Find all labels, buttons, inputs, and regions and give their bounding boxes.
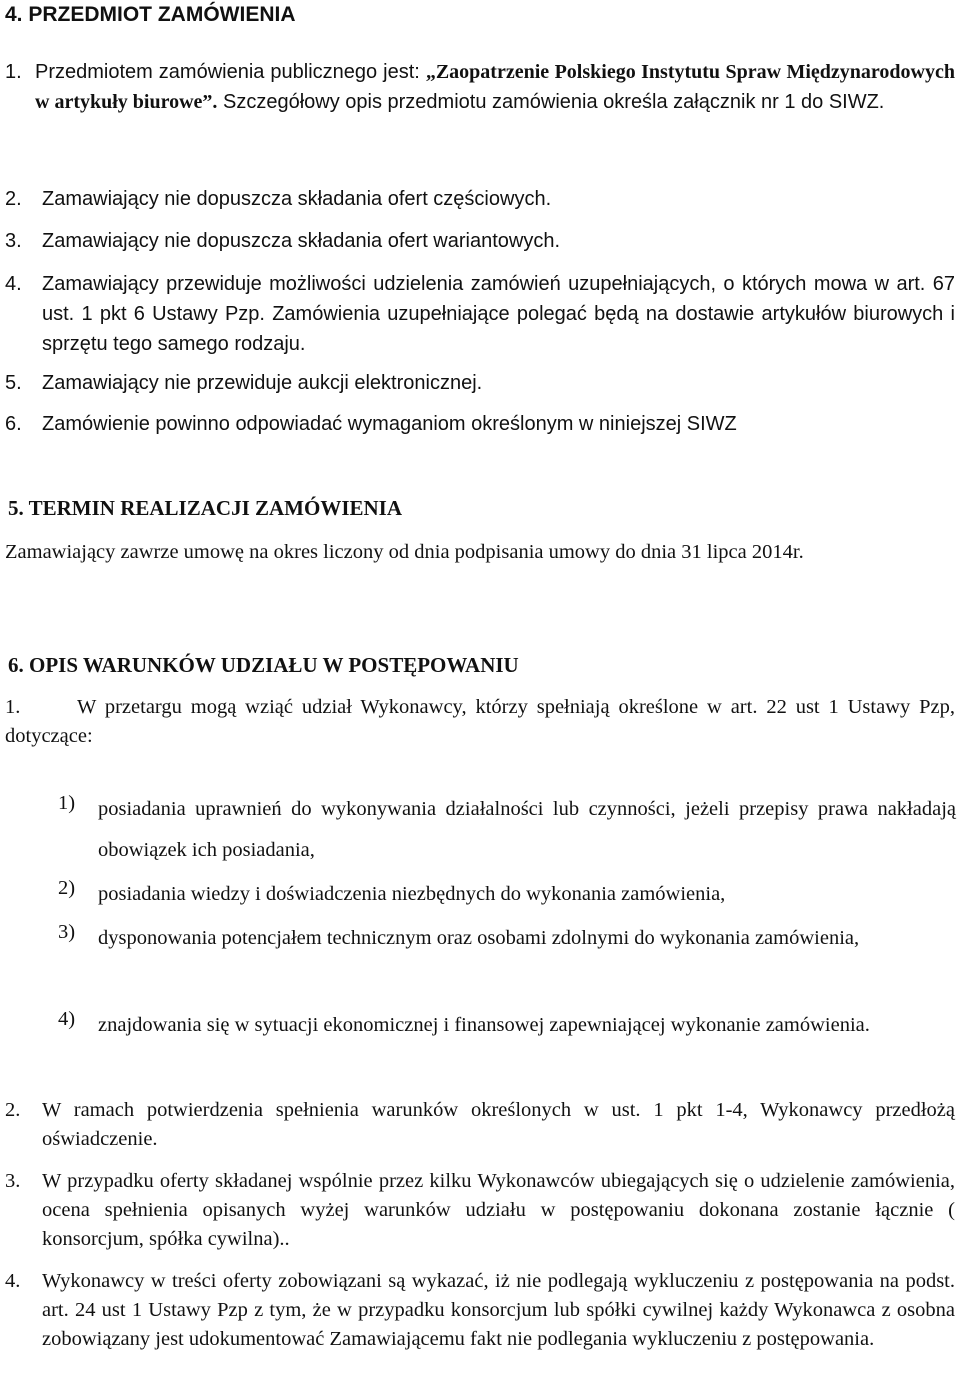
- section-5-heading: 5. TERMIN REALIZACJI ZAMÓWIENIA: [8, 496, 402, 520]
- section-4-heading: 4. PRZEDMIOT ZAMÓWIENIA: [5, 3, 296, 26]
- section-5-text: Zamawiający zawrze umowę na okres liczony od dnia podpisania umowy do dnia 31 lipca 2014r.: [5, 541, 804, 563]
- s6-item-2: [5, 1096, 955, 1154]
- s6-sub-item-4-number: 4): [58, 1008, 76, 1030]
- s6-item-1-text: W przetargu mogą wziąć udział Wykonawcy, którzy spełniają określone w art. 22 ust 1 Ustawy Pzp, dotyczące:: [5, 696, 955, 747]
- s4-item-4: [5, 269, 955, 359]
- section-6-heading: 6. OPIS WARUNKÓW UDZIAŁU W POSTĘPOWANIU: [8, 653, 519, 677]
- s4-item-1-text: [35, 58, 955, 117]
- s4-item-3: [5, 227, 955, 256]
- s6-item-3-number: 3.: [5, 1170, 21, 1192]
- s4-item-1-subject: „Zaopatrzenie Polskiego Instytutu Spraw Międzynarodowych w artykuły biurowe”.: [35, 61, 955, 113]
- s6-item-4: [5, 1267, 955, 1354]
- s6-sub-item-3: [58, 918, 956, 959]
- s4-item-5: [5, 369, 955, 398]
- s4-item-3-text: Zamawiający nie dopuszcza składania ofert wariantowych.: [42, 230, 561, 252]
- s6-sub-item-1-text: posiadania uprawnień do wykonywania działalności lub czynności, jeżeli przepisy prawa nakładają obowiązek ich posiadania,: [98, 798, 956, 861]
- s6-sub-item-1-number: 1): [58, 792, 76, 814]
- s4-item-4-number: 4.: [5, 273, 22, 295]
- s6-sub-item-1: [58, 789, 956, 871]
- s4-item-1-post: Szczegółowy opis przedmiotu zamówienia określa załącznik nr 1 do SIWZ.: [217, 90, 885, 113]
- s6-sub-item-2: [58, 874, 956, 915]
- s4-item-1-pre: Przedmiotem zamówienia publicznego jest:: [35, 61, 426, 83]
- s4-item-1: [5, 58, 955, 117]
- s4-item-2: [5, 185, 955, 214]
- s6-item-2-text: W ramach potwierdzenia spełnienia warunków określonych w ust. 1 pkt 1-4, Wykonawcy przedłożą oświadczenie.: [42, 1099, 955, 1150]
- s6-sub-item-3-number: 3): [58, 921, 76, 943]
- s6-item-2-number: 2.: [5, 1099, 21, 1121]
- s6-sub-item-2-text: posiadania wiedzy i doświadczenia niezbędnych do wykonania zamówienia,: [98, 883, 726, 905]
- s6-item-4-number: 4.: [5, 1270, 21, 1292]
- s6-sub-item-2-number: 2): [58, 877, 76, 899]
- s4-item-6-text: Zamówienie powinno odpowiadać wymaganiom określonym w niniejszej SIWZ: [42, 413, 737, 435]
- s4-item-1-number: 1.: [5, 61, 22, 83]
- s6-sub-item-4: [58, 1005, 956, 1046]
- s4-item-5-number: 5.: [5, 372, 22, 394]
- s4-item-4-text: Zamawiający przewiduje możliwości udzielenia zamówień uzupełniających, o których mowa w art. 67 ust. 1 pkt 6 Ustawy Pzp. Zamówienia uzupełniające polegać będą na dostawie artykułów biurowych i sprzętu tego samego rodzaju.: [42, 273, 955, 355]
- s6-item-1: [5, 693, 955, 751]
- s6-item-1-number: 1.: [5, 696, 21, 718]
- s4-item-3-number: 3.: [5, 230, 22, 252]
- s6-item-3: [5, 1167, 955, 1254]
- s6-sub-item-4-text: znajdowania się w sytuacji ekonomicznej i finansowej zapewniającej wykonanie zamówienia.: [98, 1014, 870, 1036]
- s4-item-2-number: 2.: [5, 188, 22, 210]
- s4-item-5-text: Zamawiający nie przewiduje aukcji elektronicznej.: [42, 372, 483, 394]
- s6-item-3-text: W przypadku oferty składanej wspólnie przez kilku Wykonawców ubiegających się o udzielenie zamówienia, ocena spełnienia opisanych wyżej warunków udziału w postępowaniu dokonana zostanie łącznie ( konsorcjum, spółka cywilna)..: [42, 1170, 955, 1250]
- s6-item-4-text: Wykonawcy w treści oferty zobowiązani są wykazać, iż nie podlegają wykluczeniu z postępowania na podst. art. 24 ust 1 Ustawy Pzp z tym, że w przypadku konsorcjum lub spółki cywilnej każdy Wykonawca z osobna zobowiązany jest udokumentować Zamawiającemu fakt nie podlegania wykluczeniu z postępowania.: [42, 1270, 955, 1350]
- s4-item-6-number: 6.: [5, 413, 22, 435]
- s4-item-2-text: Zamawiający nie dopuszcza składania ofert częściowych.: [42, 188, 552, 210]
- s6-sub-item-3-text: dysponowania potencjałem technicznym oraz osobami zdolnymi do wykonania zamówienia,: [98, 927, 860, 949]
- s4-item-6: [5, 410, 955, 439]
